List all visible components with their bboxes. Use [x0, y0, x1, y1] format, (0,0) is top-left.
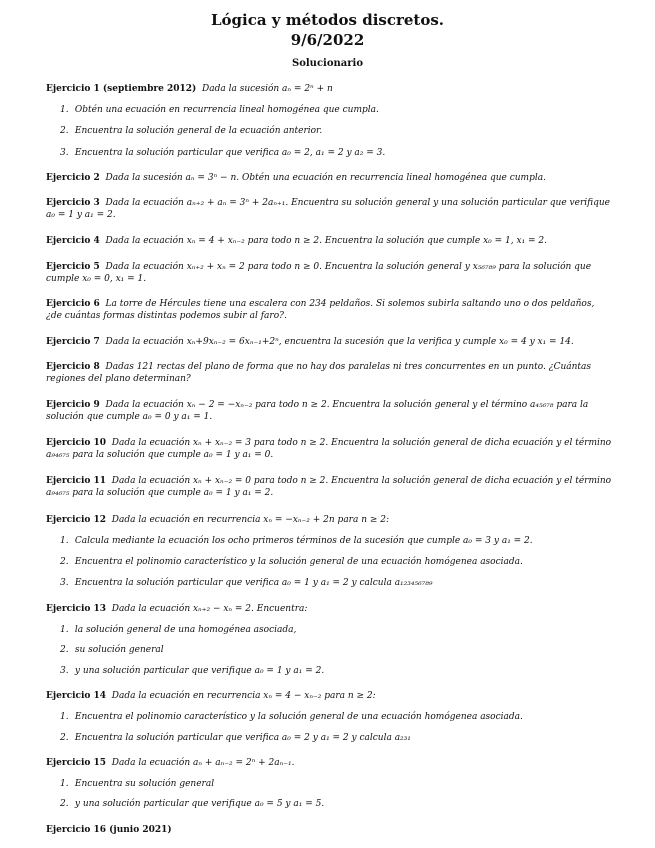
exercise-12-item-1: 1. Calcula mediante la ecuación los ocho primeros términos de la sucesión que cumple a₀ = 3 y a₁ = 2.: [60, 536, 533, 546]
exercise-12-item-3: 3. Encuentra la solución particular que verifica a₀ = 1 y a₁ = 2 y calcula a₁₂₃₄₅₆₇₈₉: [60, 578, 433, 588]
exercise-14-item-2: 2. Encuentra la solución particular que verifica a₀ = 2 y a₁ = 2 y calcula a₂₃₁: [60, 733, 411, 743]
exercise-label: Ejercicio 9: [46, 400, 100, 410]
exercise-15-item-2: 2. y una solución particular que verifique a₀ = 5 y a₁ = 5.: [60, 799, 325, 809]
exercise-text: Dada la ecuación en recurrencia xₙ = −xₙ₋₂ + 2n para n ≥ 2:: [111, 515, 390, 525]
exercise-label: Ejercicio 13: [46, 604, 107, 614]
exercise-label: Ejercicio 11: [46, 476, 107, 486]
exercise-5: [46, 261, 612, 285]
exercise-8: [46, 361, 612, 385]
exercise-label: Ejercicio 10: [46, 438, 107, 448]
document-title: Lógica y métodos discretos.: [210, 11, 445, 29]
exercise-label: Ejercicio 8: [46, 362, 100, 372]
exercise-14: [46, 690, 612, 702]
exercise-12: [46, 514, 612, 526]
exercise-text: Dada la ecuación xₙ + xₙ₋₂ = 3 para todo n ≥ 2. Encuentra la solución general de dicha ecuación y el término a₉₄₆₇₅ para la solución que cumple a₀ = 1 y a₁ = 0.: [46, 438, 612, 460]
exercise-6: [46, 298, 612, 322]
exercise-15: [46, 757, 612, 769]
exercise-text: Dada la sucesión aₙ = 2ⁿ + n: [202, 84, 333, 94]
document-date: 9/6/2022: [290, 31, 365, 49]
exercise-7: [46, 336, 612, 348]
exercise-text: Dada la ecuación xₙ₊₂ + xₙ = 2 para todo n ≥ 0. Encuentra la solución general y x₅₆₇₈₉ para la solución que cumple x₀ = 0, x₁ = 1.: [46, 262, 592, 284]
exercise-12-item-2: 2. Encuentra el polinomio característico y la solución general de una ecuación homógenea asociada.: [60, 557, 523, 567]
exercise-label: Ejercicio 12: [46, 515, 107, 525]
exercise-3: [46, 197, 612, 221]
exercise-10: [46, 437, 612, 461]
exercise-11: [46, 475, 612, 499]
exercise-text: La torre de Hércules tiene una escalera con 234 peldaños. Si solemos subirla saltando uno o dos peldaños, ¿de cuántas formas distintas podemos subir al faro?.: [46, 299, 595, 321]
exercise-label: Ejercicio 6: [46, 299, 100, 309]
exercise-1: [46, 83, 612, 95]
exercise-text: Dada la ecuación en recurrencia xₙ = 4 − xₙ₋₂ para n ≥ 2:: [111, 691, 376, 701]
exercise-text: Dada la sucesión aₙ = 3ⁿ − n. Obtén una ecuación en recurrencia lineal homogénea que cumpla.: [105, 173, 546, 183]
exercise-text: Dada la ecuación xₙ+9xₙ₋₂ = 6xₙ₋₁+2ⁿ, encuentra la sucesión que la verifica y cumple x₀ = 4 y x₁ = 14.: [105, 337, 574, 347]
exercise-13-item-1: 1. la solución general de una homogénea asociada,: [60, 625, 297, 635]
exercise-label: Ejercicio 16 (junio 2021): [46, 825, 172, 835]
exercise-13-item-2: 2. su solución general: [60, 645, 164, 655]
exercise-1-item-3: 3. Encuentra la solución particular que verifica a₀ = 2, a₁ = 2 y a₂ = 3.: [60, 148, 386, 158]
exercise-label: Ejercicio 14: [46, 691, 107, 701]
exercise-13-item-3: 3. y una solución particular que verifique a₀ = 1 y a₁ = 2.: [60, 666, 325, 676]
document-subtitle: Solucionario: [291, 58, 363, 69]
exercise-text: Dada la ecuación aₙ + aₙ₋₂ = 2ⁿ + 2aₙ₋₁.: [111, 758, 295, 768]
exercise-text: Dada la ecuación xₙ₊₂ − xₙ = 2. Encuentra:: [111, 604, 308, 614]
exercise-label: Ejercicio 3: [46, 198, 100, 208]
exercise-14-item-1: 1. Encuentra el polinomio característico y la solución general de una ecuación homógenea asociada.: [60, 712, 523, 722]
exercise-16: [46, 824, 612, 836]
exercise-label: Ejercicio 2: [46, 173, 100, 183]
exercise-9: [46, 399, 612, 423]
exercise-label: Ejercicio 5: [46, 262, 100, 272]
exercise-13: [46, 603, 612, 615]
exercise-1-item-2: 2. Encuentra la solución general de la ecuación anterior.: [60, 126, 323, 136]
exercise-15-item-1: 1. Encuentra su solución general: [60, 779, 215, 789]
exercise-text: Dadas 121 rectas del plano de forma que no hay dos paralelas ni tres concurrentes en un punto. ¿Cuántas regiones del plano determinan?: [46, 362, 592, 384]
exercise-2: [46, 172, 612, 184]
exercise-4: [46, 235, 612, 247]
exercise-label: Ejercicio 1 (septiembre 2012): [46, 84, 197, 94]
exercise-label: Ejercicio 7: [46, 337, 100, 347]
exercise-1-item-1: 1. Obtén una ecuación en recurrencia lineal homogénea que cumpla.: [60, 105, 379, 115]
exercise-text: Dada la ecuación xₙ − 2 = −xₙ₋₂ para todo n ≥ 2. Encuentra la solución general y el término a₄₅₆₇₈ para la solución que cumple a₀ = 0 y a₁ = 1.: [46, 400, 589, 422]
exercise-text: Dada la ecuación aₙ₊₂ + aₙ = 3ⁿ + 2aₙ₊₁. Encuentra su solución general y una solución particular que verifique a₀ = 1 y a₁ = 2.: [46, 198, 611, 220]
exercise-label: Ejercicio 15: [46, 758, 107, 768]
exercise-text: Dada la ecuación xₙ = 4 + xₙ₋₂ para todo n ≥ 2. Encuentra la solución que cumple x₀ = 1, x₁ = 2.: [105, 236, 548, 246]
exercise-text: Dada la ecuación xₙ + xₙ₋₂ = 0 para todo n ≥ 2. Encuentra la solución general de dicha ecuación y el término a₉₄₆₇₅ para la solución que cumple a₀ = 1 y a₁ = 2.: [46, 476, 612, 498]
exercise-label: Ejercicio 4: [46, 236, 100, 246]
